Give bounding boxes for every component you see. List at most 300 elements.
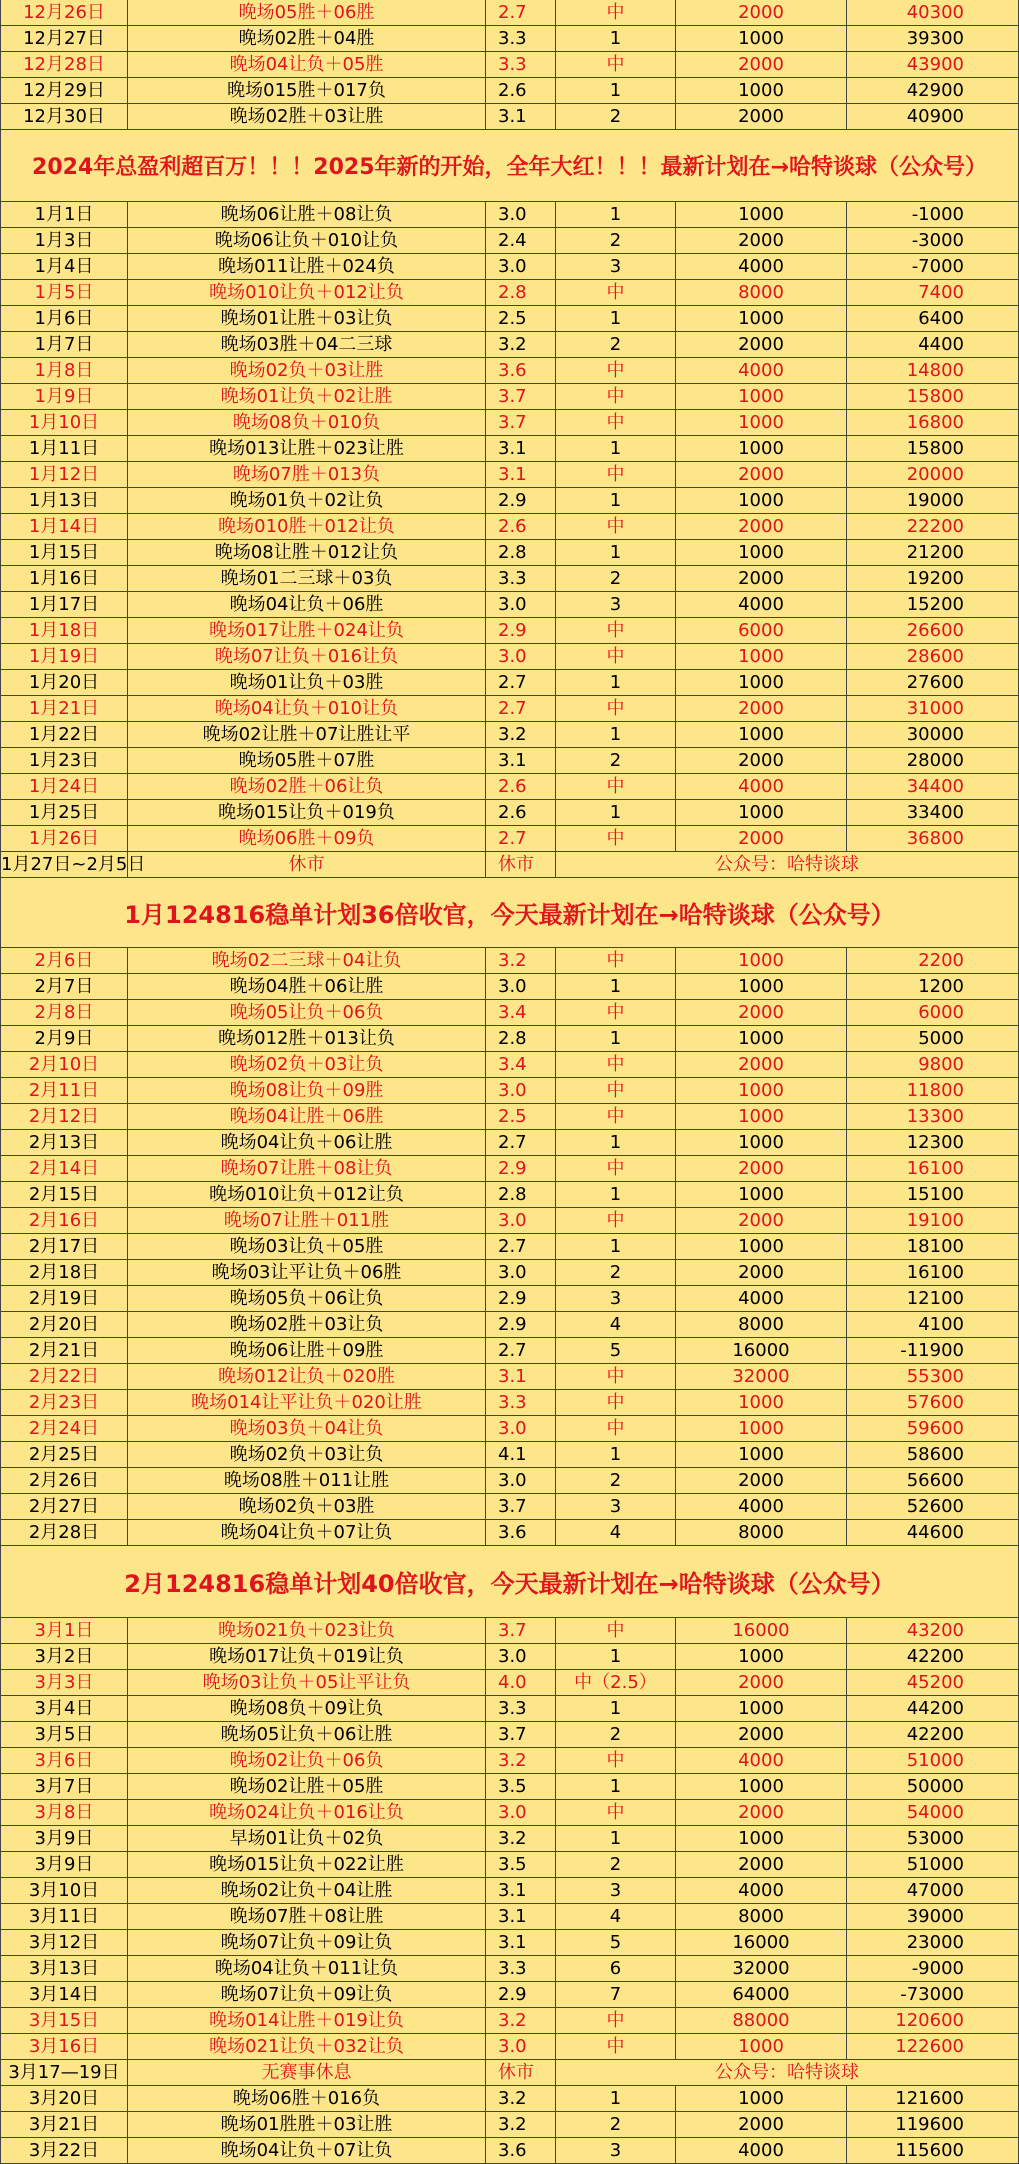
- cell-stake: 1000: [676, 1696, 847, 1721]
- cell-stake: 1000: [676, 1416, 847, 1441]
- cell-stake: 2000: [676, 696, 847, 721]
- table-row: [0, 202, 1019, 228]
- cell-date: 2月12日: [0, 1104, 128, 1129]
- cell-stake: 1000: [676, 1774, 847, 1799]
- table-row: [0, 104, 1019, 130]
- cell-result: 1: [556, 1696, 676, 1721]
- cell-result: 中: [556, 1052, 676, 1077]
- cell-odds: 3.0: [486, 1078, 556, 1103]
- cell-stake: 4000: [676, 2138, 847, 2163]
- cell-odds: 3.2: [486, 1748, 556, 1773]
- cell-plan: 晚场05让负＋06负: [128, 1000, 486, 1025]
- cell-total: 15800: [847, 436, 1019, 461]
- table-row: [0, 1878, 1019, 1904]
- cell-plan: 晚场08让胜＋012让负: [128, 540, 486, 565]
- cell-stake: 8000: [676, 1520, 847, 1545]
- table-row: [0, 514, 1019, 540]
- cell-result: 2: [556, 1852, 676, 1877]
- cell-total: 19000: [847, 488, 1019, 513]
- cell-stake: 1000: [676, 410, 847, 435]
- cell-stake: 2000: [676, 462, 847, 487]
- table-row: [0, 52, 1019, 78]
- cell-date: 2月23日: [0, 1390, 128, 1415]
- cell-plan: 晚场015让负＋022让胜: [128, 1852, 486, 1877]
- table-row: [0, 1130, 1019, 1156]
- table-row: [0, 1364, 1019, 1390]
- table-row: [0, 974, 1019, 1000]
- cell-total: 11800: [847, 1078, 1019, 1103]
- cell-plan: 晚场07让负＋09让负: [128, 1930, 486, 1955]
- cell-result: 中: [556, 826, 676, 851]
- table-row: [0, 462, 1019, 488]
- cell-date: 1月6日: [0, 306, 128, 331]
- cell-plan: 晚场04让负＋06让胜: [128, 1130, 486, 1155]
- table-row: [0, 1260, 1019, 1286]
- table-row: [0, 254, 1019, 280]
- cell-plan: 晚场08负＋09让负: [128, 1696, 486, 1721]
- cell-result: 1: [556, 1442, 676, 1467]
- cell-date: 3月5日: [0, 1722, 128, 1747]
- cell-total: 57600: [847, 1390, 1019, 1415]
- cell-stake: 1000: [676, 1234, 847, 1259]
- cell-odds: 休市: [486, 852, 556, 877]
- cell-odds: 2.8: [486, 280, 556, 305]
- cell-stake: 2000: [676, 1156, 847, 1181]
- cell-total: 26600: [847, 618, 1019, 643]
- cell-odds: 3.2: [486, 332, 556, 357]
- table-row: [0, 1520, 1019, 1546]
- cell-total: 47000: [847, 1878, 1019, 1903]
- cell-stake: 1000: [676, 1130, 847, 1155]
- table-row: [0, 2112, 1019, 2138]
- cell-plan: 晚场02胜＋03让负: [128, 1312, 486, 1337]
- cell-odds: 2.7: [486, 1130, 556, 1155]
- cell-date: 1月15日: [0, 540, 128, 565]
- cell-total: -11900: [847, 1338, 1019, 1363]
- cell-date: 12月29日: [0, 78, 128, 103]
- cell-odds: 休市: [486, 2060, 556, 2085]
- table-row: [0, 540, 1019, 566]
- cell-odds: 2.9: [486, 1286, 556, 1311]
- table-row: [0, 78, 1019, 104]
- cell-odds: 3.3: [486, 1390, 556, 1415]
- cell-plan: 晚场02负＋03让负: [128, 1052, 486, 1077]
- cell-total: 45200: [847, 1670, 1019, 1695]
- cell-result: 1: [556, 1130, 676, 1155]
- cell-result: 2: [556, 332, 676, 357]
- cell-odds: 3.6: [486, 2138, 556, 2163]
- cell-plan: 晚场07胜＋08让胜: [128, 1904, 486, 1929]
- cell-odds: 3.0: [486, 1208, 556, 1233]
- cell-plan: 晚场07让负＋09让负: [128, 1982, 486, 2007]
- cell-stake: 1000: [676, 974, 847, 999]
- table-row: [0, 800, 1019, 826]
- cell-odds: 3.0: [486, 644, 556, 669]
- cell-result: 3: [556, 254, 676, 279]
- cell-total: 44200: [847, 1696, 1019, 1721]
- cell-total: 119600: [847, 2112, 1019, 2137]
- cell-plan: 晚场02二三球＋04让负: [128, 948, 486, 973]
- cell-result: 1: [556, 2086, 676, 2111]
- cell-result: 中: [556, 1416, 676, 1441]
- cell-total: 55300: [847, 1364, 1019, 1389]
- cell-odds: 3.3: [486, 1956, 556, 1981]
- table-row: [0, 0, 1019, 26]
- cell-plan: 晚场05胜＋06胜: [128, 0, 486, 25]
- cell-plan: 晚场06让负＋010让负: [128, 228, 486, 253]
- cell-total: 4400: [847, 332, 1019, 357]
- cell-date: 2月10日: [0, 1052, 128, 1077]
- table-row: [0, 1722, 1019, 1748]
- cell-stake: 8000: [676, 1312, 847, 1337]
- cell-total: -1000: [847, 202, 1019, 227]
- cell-odds: 3.0: [486, 974, 556, 999]
- cell-stake: 6000: [676, 618, 847, 643]
- cell-stake: 2000: [676, 748, 847, 773]
- cell-odds: 3.0: [486, 1468, 556, 1493]
- rest-row: [0, 852, 1019, 878]
- cell-plan: 晚场02让负＋06负: [128, 1748, 486, 1773]
- cell-stake: 32000: [676, 1364, 847, 1389]
- cell-result: 1: [556, 306, 676, 331]
- table-row: [0, 1852, 1019, 1878]
- cell-plan: 晚场014让胜＋019让负: [128, 2008, 486, 2033]
- cell-total: 16800: [847, 410, 1019, 435]
- cell-result: 4: [556, 1520, 676, 1545]
- cell-result: 中: [556, 618, 676, 643]
- table-row: [0, 592, 1019, 618]
- table-row: [0, 1026, 1019, 1052]
- cell-date: 2月6日: [0, 948, 128, 973]
- cell-plan: 晚场03让平让负＋06胜: [128, 1260, 486, 1285]
- cell-total: 13300: [847, 1104, 1019, 1129]
- cell-total: 39000: [847, 1904, 1019, 1929]
- cell-total: 16100: [847, 1156, 1019, 1181]
- cell-result: 1: [556, 1182, 676, 1207]
- cell-plan: 晚场02胜＋06让负: [128, 774, 486, 799]
- cell-result: 中: [556, 1208, 676, 1233]
- cell-date: 2月14日: [0, 1156, 128, 1181]
- cell-plan: 晚场02让胜＋05胜: [128, 1774, 486, 1799]
- table-row: [0, 774, 1019, 800]
- cell-plan: 晚场01负＋02让负: [128, 488, 486, 513]
- cell-date: 1月8日: [0, 358, 128, 383]
- cell-total: -73000: [847, 1982, 1019, 2007]
- table-row: [0, 1644, 1019, 1670]
- cell-date: 1月4日: [0, 254, 128, 279]
- cell-date: 3月4日: [0, 1696, 128, 1721]
- cell-date: 3月9日: [0, 1826, 128, 1851]
- cell-note: 公众号：哈特谈球: [556, 2060, 1019, 2085]
- cell-total: -3000: [847, 228, 1019, 253]
- cell-total: 4100: [847, 1312, 1019, 1337]
- cell-stake: 2000: [676, 1052, 847, 1077]
- cell-odds: 3.0: [486, 592, 556, 617]
- table-row: [0, 1234, 1019, 1260]
- cell-result: 2: [556, 104, 676, 129]
- cell-date: 3月9日: [0, 1852, 128, 1877]
- table-row: [0, 1208, 1019, 1234]
- table-row: [0, 384, 1019, 410]
- cell-date: 2月27日: [0, 1494, 128, 1519]
- cell-odds: 3.0: [486, 254, 556, 279]
- cell-plan: 晚场03让负＋05胜: [128, 1234, 486, 1259]
- table-row: [0, 722, 1019, 748]
- cell-plan: 晚场017让胜＋024让负: [128, 618, 486, 643]
- cell-date: 1月10日: [0, 410, 128, 435]
- cell-total: 22200: [847, 514, 1019, 539]
- cell-odds: 3.2: [486, 2086, 556, 2111]
- cell-total: 16100: [847, 1260, 1019, 1285]
- cell-plan: 晚场01胜胜＋03让胜: [128, 2112, 486, 2137]
- cell-date: 2月9日: [0, 1026, 128, 1051]
- table-row: [0, 228, 1019, 254]
- cell-result: 1: [556, 202, 676, 227]
- cell-stake: 1000: [676, 1182, 847, 1207]
- cell-result: 7: [556, 1982, 676, 2007]
- cell-date: 1月5日: [0, 280, 128, 305]
- cell-total: 33400: [847, 800, 1019, 825]
- cell-plan: 晚场08让负＋09胜: [128, 1078, 486, 1103]
- cell-odds: 3.7: [486, 1494, 556, 1519]
- cell-total: 120600: [847, 2008, 1019, 2033]
- cell-stake: 4000: [676, 1878, 847, 1903]
- cell-result: 1: [556, 1644, 676, 1669]
- cell-date: 2月13日: [0, 1130, 128, 1155]
- cell-total: 58600: [847, 1442, 1019, 1467]
- cell-plan: 晚场02让胜＋07让胜让平: [128, 722, 486, 747]
- cell-stake: 4000: [676, 1748, 847, 1773]
- cell-result: 2: [556, 1468, 676, 1493]
- cell-odds: 2.9: [486, 618, 556, 643]
- cell-plan: 休市: [128, 852, 486, 877]
- cell-total: 40300: [847, 0, 1019, 25]
- cell-total: 51000: [847, 1852, 1019, 1877]
- cell-plan: 晚场07胜＋013负: [128, 462, 486, 487]
- cell-plan: 晚场024让负＋016让负: [128, 1800, 486, 1825]
- cell-plan: 晚场01二三球＋03负: [128, 566, 486, 591]
- cell-odds: 2.7: [486, 1234, 556, 1259]
- cell-result: 中: [556, 1390, 676, 1415]
- cell-odds: 2.9: [486, 488, 556, 513]
- cell-date: 2月28日: [0, 1520, 128, 1545]
- cell-total: 27600: [847, 670, 1019, 695]
- cell-odds: 3.2: [486, 2008, 556, 2033]
- table-row: [0, 1390, 1019, 1416]
- cell-odds: 3.6: [486, 1520, 556, 1545]
- cell-total: 12300: [847, 1130, 1019, 1155]
- cell-date: 3月3日: [0, 1670, 128, 1695]
- cell-result: 2: [556, 1260, 676, 1285]
- cell-stake: 8000: [676, 1904, 847, 1929]
- cell-odds: 2.6: [486, 514, 556, 539]
- cell-stake: 2000: [676, 332, 847, 357]
- cell-result: 1: [556, 436, 676, 461]
- cell-total: 122600: [847, 2034, 1019, 2059]
- cell-total: 53000: [847, 1826, 1019, 1851]
- cell-date: 1月3日: [0, 228, 128, 253]
- cell-date: 2月25日: [0, 1442, 128, 1467]
- cell-plan: 晚场05胜＋07胜: [128, 748, 486, 773]
- cell-result: 1: [556, 1026, 676, 1051]
- table-row: [0, 1338, 1019, 1364]
- cell-total: 19200: [847, 566, 1019, 591]
- cell-stake: 2000: [676, 2112, 847, 2137]
- cell-plan: 晚场021让负＋032让负: [128, 2034, 486, 2059]
- cell-result: 中: [556, 384, 676, 409]
- cell-plan: 晚场01让负＋03胜: [128, 670, 486, 695]
- table-row: [0, 306, 1019, 332]
- cell-plan: 晚场02负＋03胜: [128, 1494, 486, 1519]
- cell-odds: 3.0: [486, 202, 556, 227]
- cell-result: 3: [556, 2138, 676, 2163]
- cell-odds: 2.8: [486, 540, 556, 565]
- cell-total: 54000: [847, 1800, 1019, 1825]
- promo-banner: 2月124816稳单计划40倍收官，今天最新计划在→哈特谈球（公众号）: [0, 1546, 1019, 1618]
- cell-date: 1月25日: [0, 800, 128, 825]
- cell-date: 3月21日: [0, 2112, 128, 2137]
- cell-date: 2月21日: [0, 1338, 128, 1363]
- cell-result: 中: [556, 1078, 676, 1103]
- cell-stake: 2000: [676, 1852, 847, 1877]
- cell-odds: 2.8: [486, 1026, 556, 1051]
- cell-odds: 3.2: [486, 722, 556, 747]
- cell-result: 中: [556, 280, 676, 305]
- cell-result: 中: [556, 410, 676, 435]
- cell-odds: 2.6: [486, 800, 556, 825]
- table-row: [0, 1800, 1019, 1826]
- cell-total: 15800: [847, 384, 1019, 409]
- cell-date: 2月11日: [0, 1078, 128, 1103]
- cell-odds: 3.5: [486, 1774, 556, 1799]
- cell-stake: 2000: [676, 1000, 847, 1025]
- table-row: [0, 358, 1019, 384]
- cell-plan: 早场01让负＋02负: [128, 1826, 486, 1851]
- cell-odds: 3.1: [486, 462, 556, 487]
- cell-result: 中: [556, 1800, 676, 1825]
- cell-date: 1月7日: [0, 332, 128, 357]
- cell-total: 59600: [847, 1416, 1019, 1441]
- table-row: [0, 1000, 1019, 1026]
- table-row: [0, 488, 1019, 514]
- cell-total: 28600: [847, 644, 1019, 669]
- cell-plan: 晚场01让胜＋03让负: [128, 306, 486, 331]
- cell-stake: 2000: [676, 1722, 847, 1747]
- cell-total: 42200: [847, 1644, 1019, 1669]
- cell-date: 1月27日~2月5日: [1, 854, 146, 875]
- cell-plan: 晚场01让负＋02让胜: [128, 384, 486, 409]
- cell-result: 中: [556, 2008, 676, 2033]
- cell-date: 1月12日: [0, 462, 128, 487]
- table-row: [0, 826, 1019, 852]
- cell-stake: 2000: [676, 514, 847, 539]
- cell-stake: 1000: [676, 1104, 847, 1129]
- cell-result: 中（2.5）: [556, 1670, 676, 1695]
- cell-date: 12月30日: [0, 104, 128, 129]
- table-row: [0, 1468, 1019, 1494]
- table-row: [0, 670, 1019, 696]
- cell-odds: 3.6: [486, 358, 556, 383]
- cell-stake: 2000: [676, 566, 847, 591]
- cell-total: 42200: [847, 1722, 1019, 1747]
- cell-stake: 2000: [676, 1468, 847, 1493]
- table-row: [0, 1774, 1019, 1800]
- cell-result: 中: [556, 1748, 676, 1773]
- cell-odds: 2.7: [486, 1338, 556, 1363]
- cell-plan: 晚场08胜＋011让胜: [128, 1468, 486, 1493]
- cell-odds: 3.4: [486, 1052, 556, 1077]
- cell-plan: 晚场010让负＋012让负: [128, 280, 486, 305]
- cell-odds: 3.2: [486, 948, 556, 973]
- cell-stake: 1000: [676, 202, 847, 227]
- promo-banner: 2024年总盈利超百万！！！2025年新的开始，全年大红！！！最新计划在→哈特谈球（公众号）: [0, 130, 1019, 202]
- cell-plan: 晚场02让负＋04让胜: [128, 1878, 486, 1903]
- cell-odds: 3.1: [486, 104, 556, 129]
- cell-date: 1月11日: [0, 436, 128, 461]
- table-row: [0, 1182, 1019, 1208]
- cell-date: 2月7日: [0, 974, 128, 999]
- cell-total: 15200: [847, 592, 1019, 617]
- cell-plan: 晚场04让负＋07让负: [128, 1520, 486, 1545]
- cell-date: 3月22日: [0, 2138, 128, 2163]
- cell-result: 中: [556, 696, 676, 721]
- cell-odds: 2.6: [486, 774, 556, 799]
- cell-date: 12月26日: [0, 0, 128, 25]
- cell-stake: 88000: [676, 2008, 847, 2033]
- cell-odds: 3.7: [486, 1618, 556, 1643]
- cell-stake: 32000: [676, 1956, 847, 1981]
- cell-total: 6000: [847, 1000, 1019, 1025]
- table-row: [0, 1312, 1019, 1338]
- cell-plan: 晚场04让胜＋06胜: [128, 1104, 486, 1129]
- table-row: [0, 1442, 1019, 1468]
- cell-total: 56600: [847, 1468, 1019, 1493]
- cell-stake: 16000: [676, 1338, 847, 1363]
- table-row: [0, 2034, 1019, 2060]
- cell-stake: 2000: [676, 52, 847, 77]
- cell-date: 3月10日: [0, 1878, 128, 1903]
- cell-plan: 晚场014让平让负＋020让胜: [128, 1390, 486, 1415]
- cell-plan: 晚场02负＋03让负: [128, 1442, 486, 1467]
- cell-total: 12100: [847, 1286, 1019, 1311]
- cell-total: 9800: [847, 1052, 1019, 1077]
- cell-date: 3月13日: [0, 1956, 128, 1981]
- cell-result: 中: [556, 774, 676, 799]
- table-row: [0, 1156, 1019, 1182]
- cell-date: 3月7日: [0, 1774, 128, 1799]
- cell-odds: 3.1: [486, 748, 556, 773]
- cell-total: 44600: [847, 1520, 1019, 1545]
- cell-total: 52600: [847, 1494, 1019, 1519]
- cell-total: 21200: [847, 540, 1019, 565]
- cell-date: 2月8日: [0, 1000, 128, 1025]
- cell-date: 3月8日: [0, 1800, 128, 1825]
- cell-result: 6: [556, 1956, 676, 1981]
- cell-stake: 2000: [676, 104, 847, 129]
- cell-result: 3: [556, 1286, 676, 1311]
- cell-date: 3月6日: [0, 1748, 128, 1773]
- cell-odds: 2.7: [486, 670, 556, 695]
- cell-odds: 2.9: [486, 1982, 556, 2007]
- cell-plan: 晚场04让负＋06胜: [128, 592, 486, 617]
- cell-stake: 1000: [676, 2086, 847, 2111]
- cell-plan: 无赛事休息: [128, 2060, 486, 2085]
- cell-total: 14800: [847, 358, 1019, 383]
- cell-odds: 3.3: [486, 566, 556, 591]
- cell-total: 5000: [847, 1026, 1019, 1051]
- cell-plan: 晚场013让胜＋023让胜: [128, 436, 486, 461]
- table-row: [0, 1052, 1019, 1078]
